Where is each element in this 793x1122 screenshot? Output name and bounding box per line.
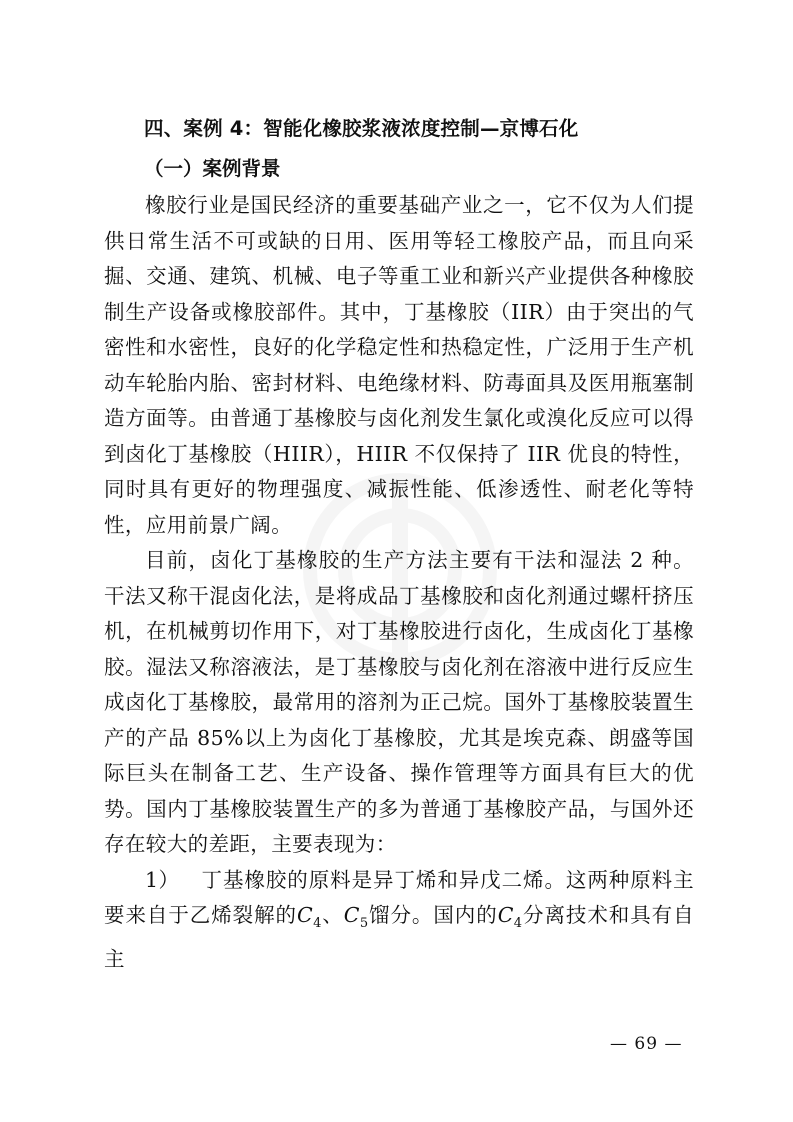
list-item-text-a: 丁基橡胶的原料是异丁烯和异戊二烯。这两种原料主要来自于乙烯裂解的 (104, 867, 694, 927)
list-item-number: 1） (145, 867, 180, 892)
formula-c4: $C_4$ (296, 903, 322, 932)
paragraph-background: 橡胶行业是国民经济的重要基础产业之一，它不仅为人们提供日常生活不可或缺的日用、医用等轻工橡胶产品，而且向采掘、交通、建筑、机械、电子等重工业和新兴产业提供各种橡胶制生产设备或橡胶部件。其中，丁基橡胶（IIR）由于突出的气密性和水密性，良好的化学稳定性和热稳定性，广泛用于生产机动车轮胎内胎、密封材料、电绝缘材料、防毒面具及医用瓶塞制造方面等。由普通丁基橡胶与卤化剂发生氯化或溴化反应可以得到卤化丁基橡胶（HIIR），HIIR 不仅保持了 IIR 优良的特性，同时具有更好的物理强度、减振性能、低渗透性、耐老化等特性，应用前景广阔。 (104, 193, 694, 537)
list-item-text-b: 馏分。国内的 (368, 903, 498, 927)
list-item-separator: 、 (321, 903, 344, 927)
formula-c4-second: $C_4$ (497, 903, 523, 932)
formula-c5: $C_5$ (343, 903, 369, 932)
list-item-text-c: 分离技术和具有自主 (104, 903, 695, 971)
page-number: — 69 — (610, 1034, 683, 1054)
document-body (104, 112, 694, 977)
section-title: 四、案例 4：智能化橡胶浆液浓度控制—京博石化 (144, 117, 579, 140)
subsection-title: （一）案例背景 (144, 157, 281, 180)
paragraph-production-methods: 目前，卤化丁基橡胶的生产方法主要有干法和湿法 2 种。干法又称干混卤化法，是将成品丁基橡胶和卤化剂通过螺杆挤压机，在机械剪切作用下，对丁基橡胶进行卤化，生成卤化丁基橡胶。湿法又称溶液法，是丁基橡胶与卤化剂在溶液中进行反应生成卤化丁基橡胶，最常用的溶剂为正己烷。国外丁基橡胶装置生产的产品 85%以上为卤化丁基橡胶，尤其是埃克森、朗盛等国际巨头在制备工艺、生产设备、操作管理等方面具有巨大的优势。国内丁基橡胶装置生产的多为普通丁基橡胶产品，与国外还存在较大的差距，主要表现为： (104, 548, 694, 856)
list-item (104, 863, 694, 978)
